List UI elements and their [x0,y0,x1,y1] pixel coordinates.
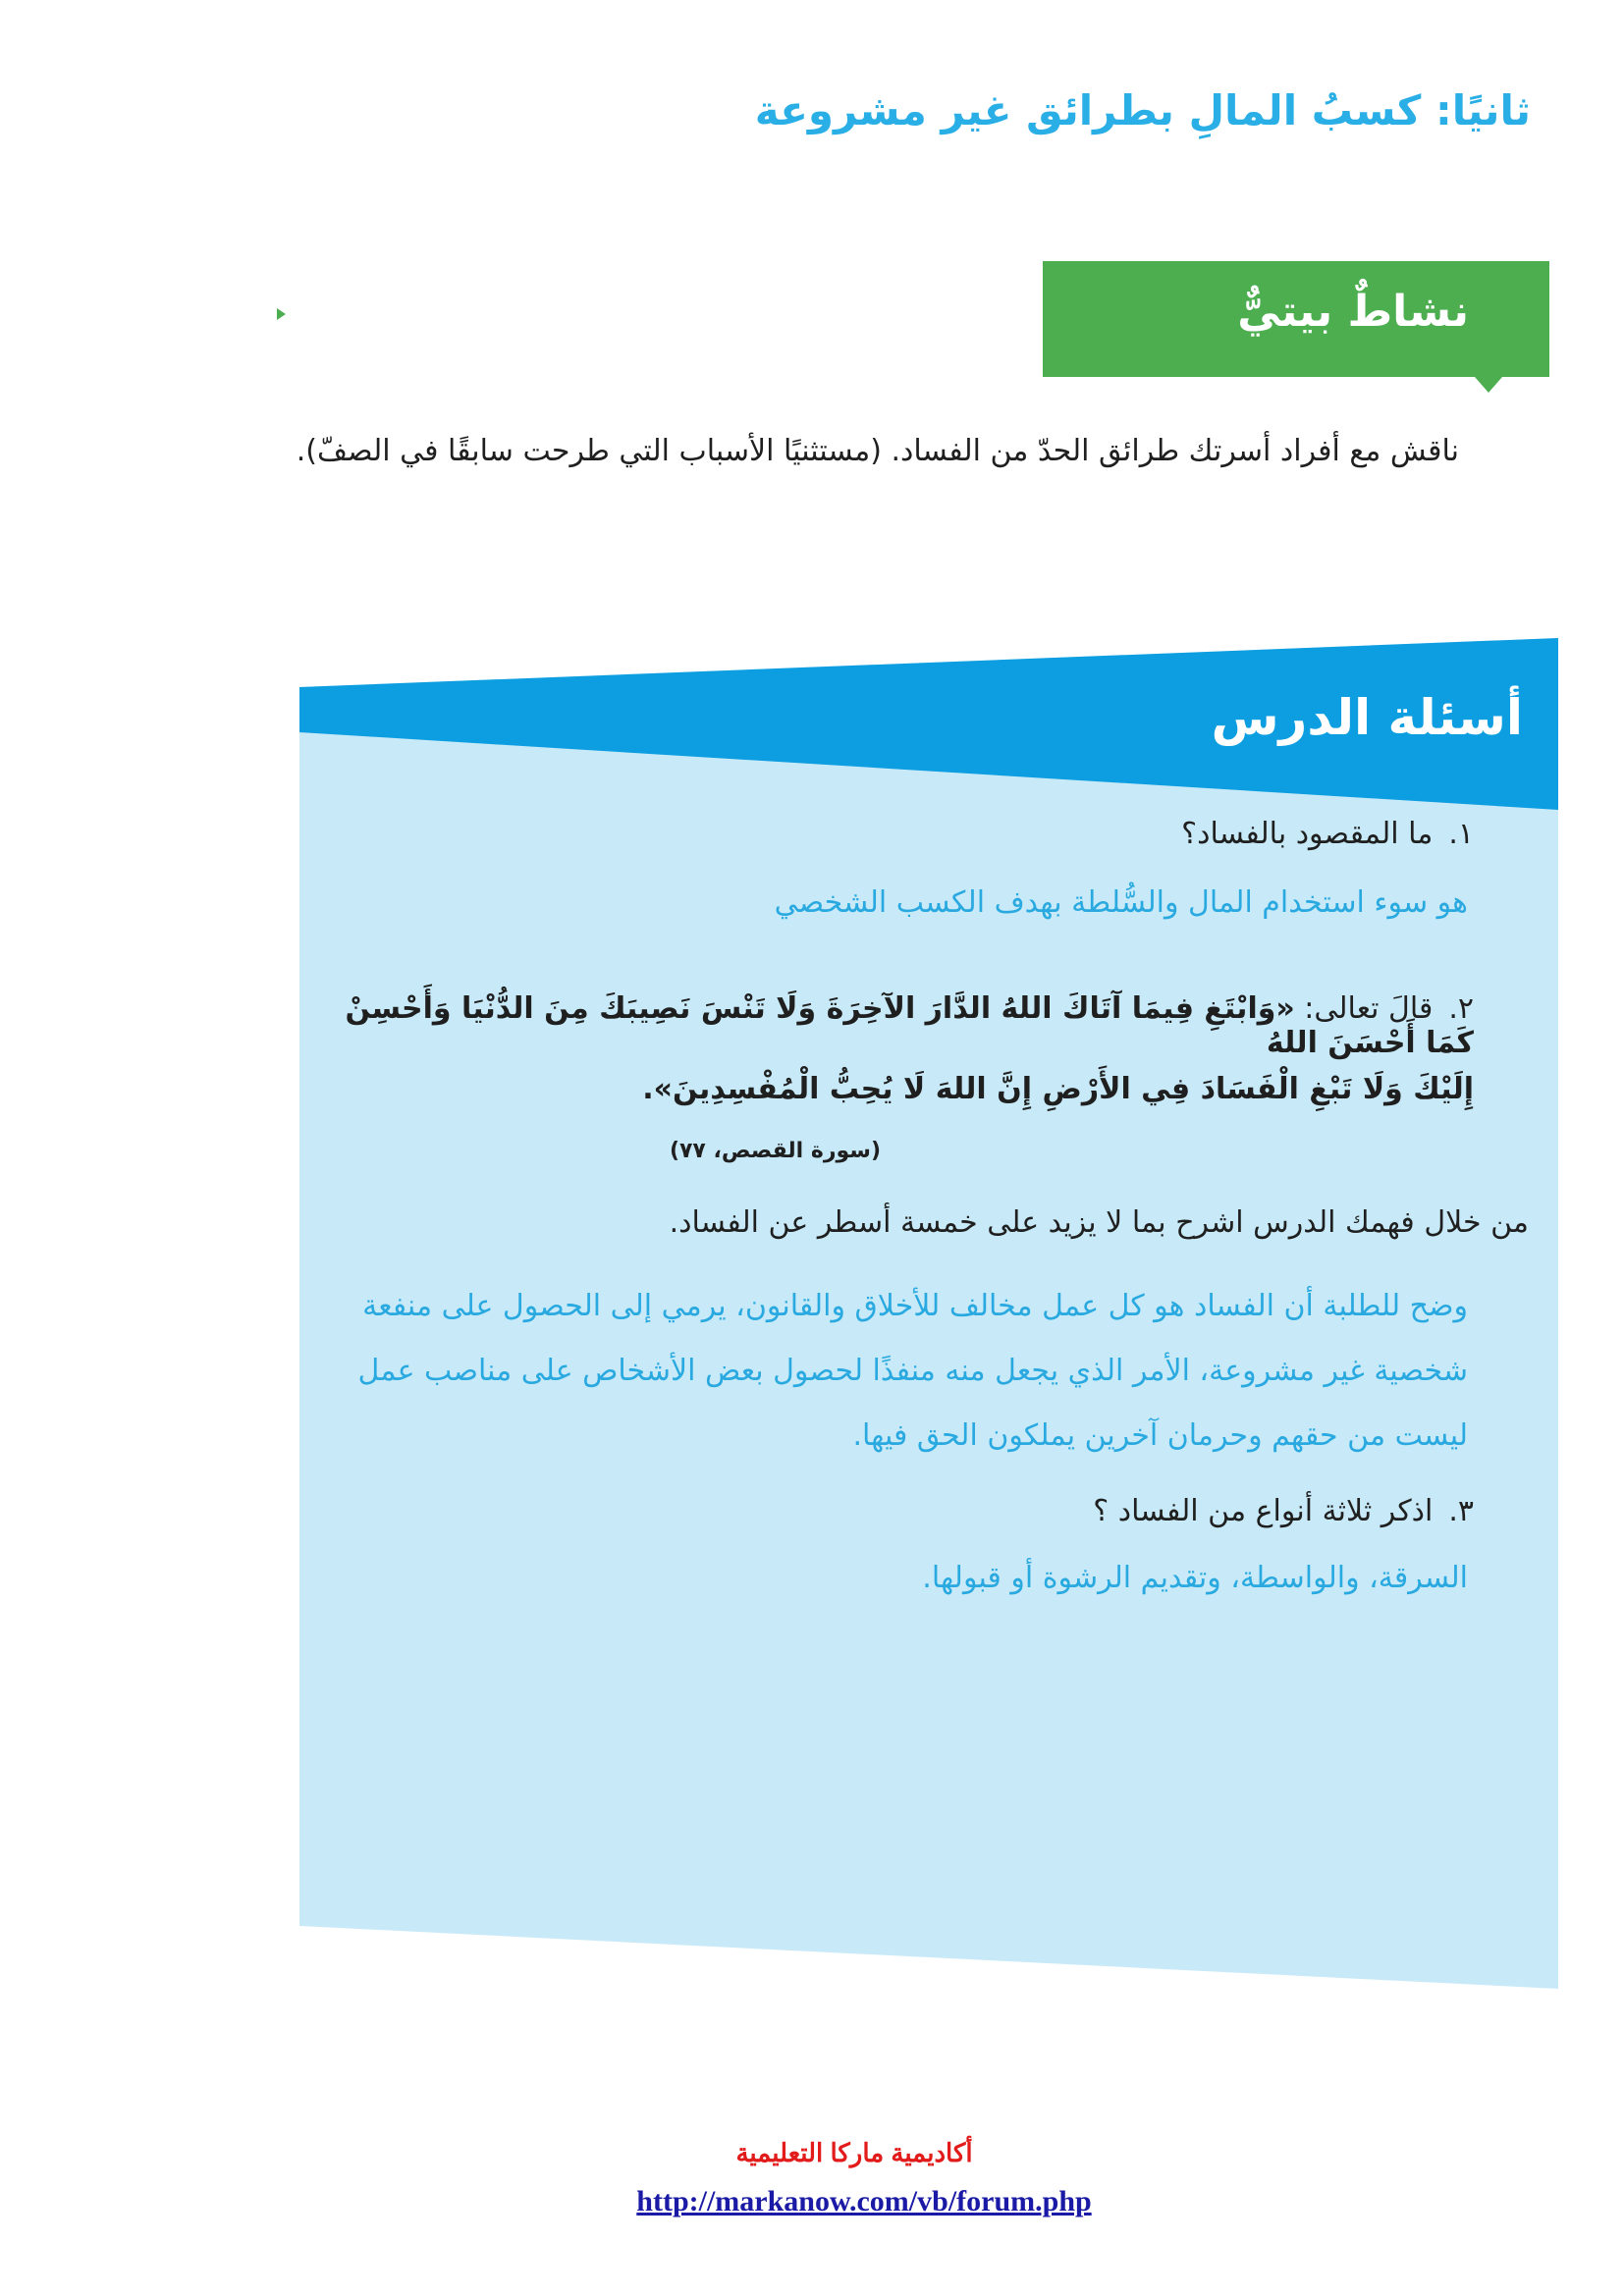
question-3-number: ٣. [1448,1494,1474,1528]
quran-verse-line-1: «وَابْتَغِ فِيمَا آتَاكَ اللهُ الدَّارَ الآخِرَةَ وَلَا تَنْسَ نَصِيبَكَ مِنَ الدُّنْيَا وَأَحْسِنْ كَمَا أَحْسَنَ اللهُ [345,991,1474,1060]
triangle-bullet-icon [277,308,286,320]
question-1-number: ١. [1448,817,1474,851]
question-2 [315,991,1474,1060]
question-3-text: اذكر ثلاثة أنواع من الفساد ؟ [1093,1494,1434,1528]
activity-banner [1043,261,1549,377]
question-3-answer: السرقة، والواسطة، وتقديم الرشوة أو قبولها. [922,1561,1468,1595]
question-1-answer: هو سوء استخدام المال والسُّلطة بهدف الكسب الشخصي [774,885,1468,920]
question-2-intro: قالَ تعالى: [1304,991,1434,1026]
verse-reference: (سورة القصص، ٧٧) [669,1139,881,1163]
question-2-number: ٢. [1448,991,1474,1026]
lesson-questions-title: أسئلة الدرس [1211,689,1523,746]
footer-organization: أكاديمية ماركا التعليمية [735,2138,973,2167]
question-2-answer: وضح للطلبة أن الفساد هو كل عمل مخالف للأخلاق والقانون، يرمي إلى الحصول على منفعة شخصية غير مشروعة، الأمر الذي يجعل منه منفذًا لحصول بعض الأشخاص على مناصب عمل ليست من حقهم وحرمان آخرين يملكون الحق فيها. [357,1289,1468,1453]
activity-title: نشاطٌ بيتيٌّ [1237,287,1469,337]
question-3 [394,1494,1474,1528]
question-2-prompt: من خلال فهمك الدرس اشرح بما لا يزيد على خمسة أسطر عن الفساد. [669,1205,1529,1240]
activity-text: ناقش مع أفراد أسرتك طرائق الحدّ من الفساد. (مستثنيًا الأسباب التي طرحت سابقًا في الصفّ). [296,434,1459,468]
question-1-text: ما المقصود بالفساد؟ [1181,817,1434,851]
banner-pointer [1475,377,1502,393]
footer-forum-link[interactable]: http://markanow.com/vb/forum.php [636,2185,1092,2217]
quran-verse-line-2: إِلَيْكَ وَلَا تَبْغِ الْفَسَادَ فِي الأَرْضِ إِنَّ اللهَ لَا يُحِبُّ الْمُفْسِدِينَ». [642,1072,1474,1106]
section-title: ثانيًا: كسبُ المالِ بطرائق غير مشروعة [754,86,1531,134]
question-1 [394,817,1474,851]
lesson-questions-panel [299,638,1558,1989]
